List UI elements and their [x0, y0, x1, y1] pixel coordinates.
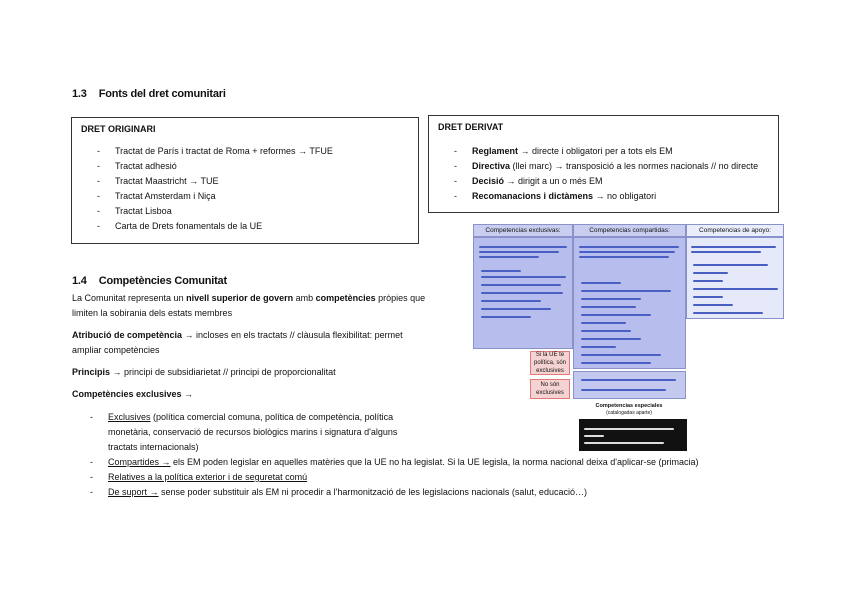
atribucio-paragraph: Atribució de competència → incloses en els tractats // clàusula flexibilitat: permet ampliar competències [72, 330, 403, 355]
section-title-text: Fonts del dret comunitari [98, 88, 226, 100]
section-1-3-title [72, 88, 226, 100]
annotation-tag: No són exclusives [530, 379, 570, 399]
dret-originari-heading: DRET ORIGINARI [81, 124, 156, 134]
figure-column-compartidas-extra [573, 371, 686, 399]
intro-paragraph: La Comunitat representa un nivell superior de govern amb competències pròpies que limiten la sobirania dels estats membres [72, 293, 426, 318]
section-title-text: Competències Comunitat [98, 275, 227, 287]
principis-paragraph: Principis → principi de subsidiarietat // principi de proporcionalitat [72, 367, 336, 377]
figure-special-subtitle: (catalogadas aparte) [606, 410, 652, 416]
dret-derivat-heading: DRET DERIVAT [438, 122, 504, 132]
section-number: 1.3 [72, 88, 87, 100]
figure-header-exclusivas: Competencias exclusivas: [473, 224, 573, 237]
figure-special-title: Competencias especiales [595, 403, 663, 409]
dret-derivat-box: DRET DERIVAT - Reglament → directe i obligatori per a tots els EM - Directiva (llei marc) → transposició a les normes nacionals // no directe - Decisió → dirigit a un o més EM - Recomanacions i dictàmens → no obligatori [428, 115, 779, 213]
annotation-tag: Si la UE te política, són exclusives [530, 351, 570, 375]
competencies-exclusives-label: Competències exclusives → [72, 389, 194, 399]
dret-originari-box: DRET ORIGINARI - Tractat de París i tractat de Roma + reformes → TFUE - Tractat adhesió - Tractat Maastricht → TUE - Tractat Amsterdam i Niça - Tractat Lisboa - Carta de Drets fonamentals de la UE [71, 117, 419, 244]
competencies-table-figure [471, 214, 784, 455]
section-number: 1.4 [72, 275, 87, 287]
figure-column-apoyo [686, 237, 784, 319]
figure-special-box [579, 419, 687, 451]
figure-header-compartidas: Competencias compartidas: [573, 224, 686, 237]
figure-header-apoyo: Competencias de apoyo: [686, 224, 784, 237]
section-1-4-title [72, 275, 227, 287]
